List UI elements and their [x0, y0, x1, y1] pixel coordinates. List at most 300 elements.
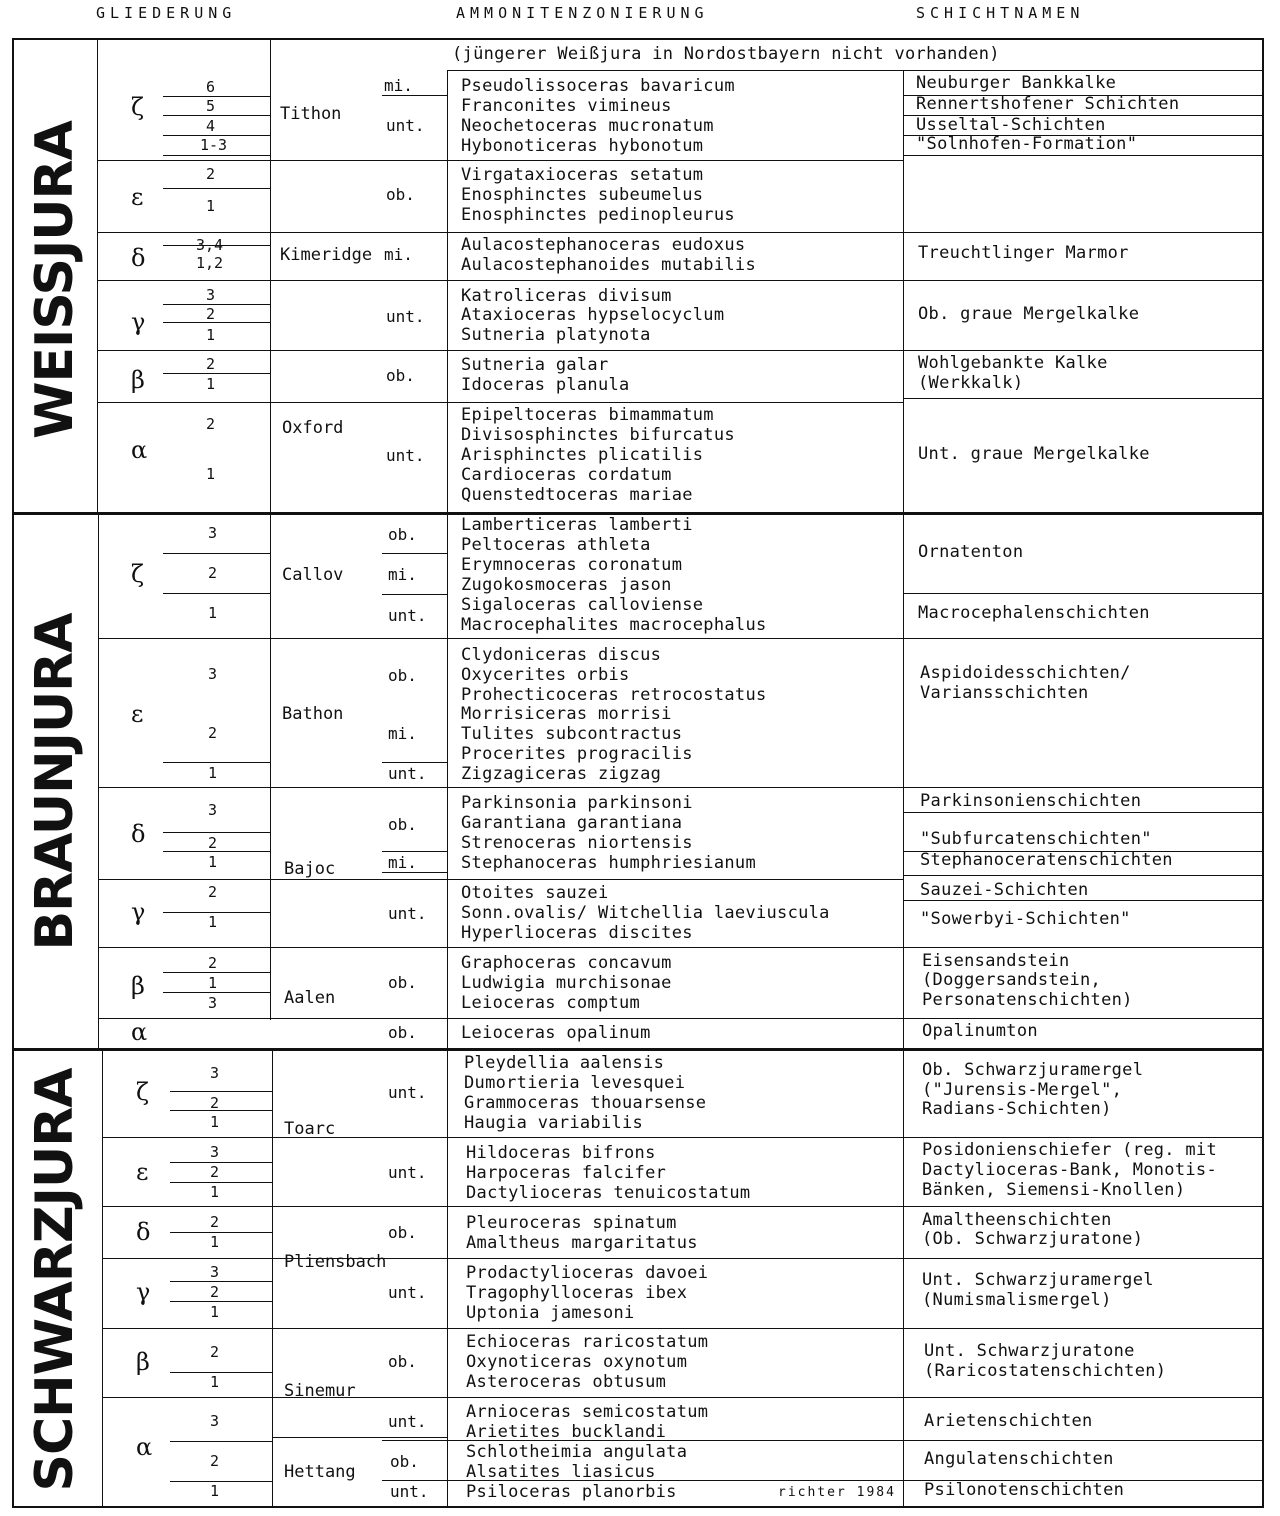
greek-subdivision: ε: [136, 1158, 149, 1186]
substage-number: 2: [208, 834, 218, 852]
divider-line: [163, 188, 270, 189]
ammonite-zone: Amaltheus margaritatus: [466, 1233, 698, 1253]
divider-line: [163, 972, 270, 973]
substage-number: 3: [210, 1143, 220, 1161]
substage-number: 1: [210, 1373, 220, 1391]
divider-line: [903, 593, 1262, 594]
ammonite-zone: Tulites subcontractus: [461, 724, 683, 744]
column-line: [903, 70, 904, 1506]
stratum-name: Posidonienschiefer (reg. mit: [922, 1140, 1217, 1160]
divider-line: [903, 875, 1262, 876]
stratum-name: Sauzei-Schichten: [920, 880, 1089, 900]
divider-line: [903, 1018, 1262, 1019]
divider-line: [272, 350, 447, 351]
divider-line: [98, 232, 447, 233]
ammonite-zone: Divisosphinctes bifurcatus: [461, 425, 735, 445]
substage-number: 3: [208, 801, 218, 819]
greek-subdivision: β: [131, 972, 145, 1000]
divider-line: [382, 594, 447, 595]
stratum-name: (Numismalismergel): [922, 1290, 1112, 1310]
ammonite-zone: Dactylioceras tenuicostatum: [466, 1183, 751, 1203]
stage-name: Toarc: [284, 1119, 336, 1139]
substage-number: 1: [210, 1482, 220, 1500]
substage-number: 3,4: [196, 236, 224, 254]
substage-number: 2: [206, 415, 216, 433]
column-line: [97, 40, 98, 512]
substage-number: 3: [208, 994, 218, 1012]
divider-line: [163, 912, 270, 913]
substage-subdivision: mi.: [384, 76, 413, 95]
ammonite-zone: Otoites sauzei: [461, 883, 609, 903]
substage-number: 2: [206, 165, 216, 183]
ammonite-zone: Cardioceras cordatum: [461, 465, 672, 485]
stratum-name: ("Jurensis-Mergel",: [922, 1080, 1123, 1100]
ammonite-zone: Arnioceras semicostatum: [466, 1402, 709, 1422]
substage-number: 1: [210, 1183, 220, 1201]
divider-line: [163, 155, 270, 156]
divider-line: [102, 1258, 447, 1259]
divider-line: [163, 245, 270, 246]
ammonite-zone: Parkinsonia parkinsoni: [461, 793, 693, 813]
ammonite-zone: Oxycerites orbis: [461, 665, 630, 685]
divider-line: [98, 280, 447, 281]
substage-subdivision: ob.: [386, 185, 415, 204]
stratum-name: Macrocephalenschichten: [918, 603, 1150, 623]
stratum-name: Stephanoceratenschichten: [920, 850, 1173, 870]
header-schichtnamen: SCHICHTNAMEN: [916, 4, 1085, 22]
greek-subdivision: δ: [131, 244, 146, 272]
divider-line: [170, 1281, 272, 1282]
stratum-name: Personatenschichten): [922, 990, 1133, 1010]
substage-subdivision: ob.: [388, 1223, 417, 1242]
header-gliederung: GLIEDERUNG: [96, 4, 237, 22]
divider-line: [272, 787, 447, 788]
divider-line: [272, 160, 447, 161]
greek-subdivision: α: [131, 436, 148, 464]
substage-number: 1,2: [196, 254, 224, 272]
ammonite-zone: Pseudolissoceras bavaricum: [461, 76, 735, 96]
substage-subdivision: ob.: [388, 1023, 417, 1042]
stratum-name: Opalinumton: [922, 1021, 1038, 1041]
divider-line: [272, 1437, 447, 1438]
greek-subdivision: ζ: [131, 93, 145, 121]
stratum-name: Aspidoidesschichten/: [920, 663, 1131, 683]
ammonite-zone: Sutneria galar: [461, 355, 609, 375]
divider-line: [447, 232, 903, 233]
column-line: [102, 1050, 103, 1506]
substage-subdivision: ob.: [386, 366, 415, 385]
divider-line: [903, 155, 1262, 156]
column-line: [98, 514, 99, 1048]
ammonite-zone: Ludwigia murchisonae: [461, 973, 672, 993]
stratum-name: (Doggersandstein,: [922, 970, 1102, 990]
ammonite-zone: Dumortieria levesquei: [464, 1073, 686, 1093]
substage-number: 1: [210, 1303, 220, 1321]
divider-line: [903, 947, 1262, 948]
ammonite-zone: Garantiana garantiana: [461, 813, 683, 833]
substage-subdivision: unt.: [388, 1083, 427, 1102]
divider-line: [903, 350, 1262, 351]
substage-number: 1: [206, 326, 216, 344]
stage-name: Bathon: [282, 704, 344, 724]
ammonite-zone: Oxynoticeras oxynotum: [466, 1352, 688, 1372]
divider-line: [12, 1048, 1264, 1051]
divider-line: [170, 1232, 272, 1233]
greek-subdivision: ε: [131, 700, 144, 728]
greek-subdivision: α: [136, 1433, 153, 1461]
divider-line: [447, 1328, 903, 1329]
stratum-name: Ornatenton: [918, 542, 1024, 562]
ammonite-zone: Ataxioceras hypselocyclum: [461, 305, 725, 325]
substage-number: 1: [206, 375, 216, 393]
ammonite-zone: Schlotheimia angulata: [466, 1442, 688, 1462]
substage-subdivision: unt.: [388, 764, 427, 783]
greek-subdivision: ζ: [131, 560, 145, 588]
substage-subdivision: unt.: [390, 1482, 429, 1501]
ammonite-zone: Harpoceras falcifer: [466, 1163, 667, 1183]
substage-number: 3: [208, 665, 218, 683]
ammonite-zone: Lamberticeras lamberti: [461, 515, 693, 535]
substage-number: 3: [210, 1412, 220, 1430]
stage-name: Kimeridge: [280, 245, 373, 265]
substage-number: 1: [206, 465, 216, 483]
substage-number: 2: [208, 883, 218, 901]
ammonite-zone: Zugokosmoceras jason: [461, 575, 672, 595]
stratum-name: "Subfurcatenschichten": [920, 829, 1152, 849]
divider-line: [903, 900, 1262, 901]
ammonite-zone: Aulacostephanoceras eudoxus: [461, 235, 746, 255]
series-label: WEISSJURA: [25, 121, 85, 439]
stage-name: Sinemur: [284, 1381, 356, 1401]
ammonite-zone: Prohecticoceras retrocostatus: [461, 685, 767, 705]
stratum-name: Bänken, Siemensi-Knollen): [922, 1180, 1186, 1200]
ammonite-zone: Hybonoticeras hybonotum: [461, 136, 704, 156]
ammonite-zone: Zigzagiceras zigzag: [461, 764, 662, 784]
divider-line: [163, 304, 270, 305]
divider-line: [447, 1137, 903, 1138]
divider-line: [272, 947, 447, 948]
greek-subdivision: β: [131, 366, 145, 394]
divider-line: [170, 1481, 272, 1482]
stratum-name: "Sowerbyi-Schichten": [920, 909, 1131, 929]
divider-line: [163, 553, 270, 554]
substage-number: 5: [206, 97, 216, 115]
substage-number: 6: [206, 78, 216, 96]
stratum-name: (Raricostatenschichten): [924, 1361, 1167, 1381]
divider-line: [903, 280, 1262, 281]
divider-line: [447, 1206, 903, 1207]
stage-name: Hettang: [284, 1462, 356, 1482]
divider-line: [447, 1397, 903, 1398]
divider-line: [447, 638, 903, 639]
stratum-name: Ob. Schwarzjuramergel: [922, 1060, 1144, 1080]
substage-subdivision: unt.: [388, 1163, 427, 1182]
stratum-name: Rennertshofener Schichten: [916, 94, 1180, 114]
divider-line: [447, 1258, 903, 1259]
ammonite-zone: Sigaloceras calloviense: [461, 595, 704, 615]
ammonite-zone: Macrocephalites macrocephalus: [461, 615, 767, 635]
ammonite-zone: Erymnoceras coronatum: [461, 555, 683, 575]
ammonite-zone: (jüngerer Weißjura in Nordostbayern nicht vorhanden): [452, 44, 1000, 64]
substage-number: 1: [208, 974, 218, 992]
divider-line: [170, 1182, 272, 1183]
stratum-name: (Ob. Schwarzjuratone): [922, 1229, 1144, 1249]
stratum-name: Unt. Schwarzjuratone: [924, 1341, 1135, 1361]
divider-line: [447, 160, 903, 161]
divider-line: [903, 1258, 1262, 1259]
substage-subdivision: ob.: [390, 1452, 419, 1471]
substage-subdivision: ob.: [388, 666, 417, 685]
divider-line: [447, 280, 903, 281]
substage-subdivision: ob.: [388, 1352, 417, 1371]
substage-subdivision: unt.: [388, 606, 427, 625]
ammonite-zone: Arisphinctes plicatilis: [461, 445, 704, 465]
stratum-name: Unt. Schwarzjuramergel: [922, 1270, 1154, 1290]
divider-line: [903, 398, 1262, 399]
ammonite-zone: Sonn.ovalis/ Witchellia laeviuscula: [461, 903, 830, 923]
greek-subdivision: β: [136, 1348, 150, 1376]
divider-line: [382, 851, 447, 852]
ammonite-zone: Hyperlioceras discites: [461, 923, 693, 943]
stratum-name: Dactylioceras-Bank, Monotis-: [922, 1160, 1217, 1180]
stage-name: Oxford: [282, 418, 344, 438]
substage-number: 1: [210, 1233, 220, 1251]
ammonite-zone: Franconites vimineus: [461, 96, 672, 116]
ammonite-zone: Enosphinctes subeumelus: [461, 185, 704, 205]
stratum-name: Angulatenschichten: [924, 1449, 1114, 1469]
divider-line: [903, 232, 1262, 233]
divider-line: [903, 1328, 1262, 1329]
divider-line: [903, 812, 1262, 813]
substage-subdivision: unt.: [386, 307, 425, 326]
substage-number: 3: [210, 1263, 220, 1281]
author-signature: richter 1984: [778, 1485, 896, 1500]
ammonite-zone: Virgataxioceras setatum: [461, 165, 704, 185]
divider-line: [163, 851, 270, 852]
divider-line: [447, 1018, 903, 1019]
substage-number: 1: [208, 604, 218, 622]
substage-number: 1: [210, 1113, 220, 1131]
divider-line: [102, 1328, 447, 1329]
stratum-name: "Solnhofen-Formation": [916, 134, 1138, 154]
substage-number: 4: [206, 117, 216, 135]
ammonite-zone: Morrisiceras morrisi: [461, 704, 672, 724]
divider-line: [170, 1110, 272, 1111]
divider-line: [98, 879, 447, 880]
stage-name: Aalen: [284, 988, 336, 1008]
divider-line: [170, 1091, 272, 1092]
divider-line: [382, 553, 447, 554]
greek-subdivision: γ: [136, 1278, 151, 1306]
column-line: [270, 40, 271, 1020]
divider-line: [163, 832, 270, 833]
ammonite-zone: Tragophylloceras ibex: [466, 1283, 688, 1303]
divider-line: [903, 787, 1262, 788]
divider-line: [903, 1137, 1262, 1138]
substage-subdivision: unt.: [388, 1412, 427, 1431]
divider-line: [170, 1301, 272, 1302]
substage-number: 1: [206, 197, 216, 215]
greek-subdivision: γ: [131, 898, 146, 926]
substage-number: 3: [206, 286, 216, 304]
divider-line: [382, 872, 447, 873]
ammonite-zone: Graphoceras concavum: [461, 953, 672, 973]
ammonite-zone: Clydoniceras discus: [461, 645, 662, 665]
divider-line: [447, 70, 1262, 71]
greek-subdivision: γ: [131, 308, 146, 336]
series-label: BRAUNJURA: [25, 613, 85, 951]
substage-number: 3: [208, 524, 218, 542]
divider-line: [163, 593, 270, 594]
stratum-name: Arietenschichten: [924, 1411, 1093, 1431]
ammonite-zone: Sutneria platynota: [461, 325, 651, 345]
header-ammonitenzonierung: AMMONITENZONIERUNG: [456, 4, 709, 22]
series-label: SCHWARZJURA: [25, 1068, 85, 1492]
divider-line: [447, 402, 903, 403]
substage-number: 2: [210, 1094, 220, 1112]
greek-subdivision: ζ: [136, 1078, 150, 1106]
divider-line: [272, 1206, 447, 1207]
substage-number: 2: [206, 305, 216, 323]
divider-line: [170, 1162, 272, 1163]
stratum-name: Radians-Schichten): [922, 1099, 1112, 1119]
divider-line: [382, 1018, 447, 1019]
substage-number: 1: [208, 764, 218, 782]
ammonite-zone: Hildoceras bifrons: [466, 1143, 656, 1163]
stratum-name: Variansschichten: [920, 683, 1089, 703]
ammonite-zone: Haugia variabilis: [464, 1113, 644, 1133]
greek-subdivision: δ: [136, 1218, 151, 1246]
ammonite-zone: Quenstedtoceras mariae: [461, 485, 693, 505]
ammonite-zone: Alsatites liasicus: [466, 1462, 656, 1482]
substage-number: 2: [210, 1283, 220, 1301]
divider-line: [903, 1206, 1262, 1207]
ammonite-zone: Strenoceras niortensis: [461, 833, 693, 853]
ammonite-zone: Pleuroceras spinatum: [466, 1213, 677, 1233]
stratum-name: Unt. graue Mergelkalke: [918, 444, 1150, 464]
ammonite-zone: Arietites bucklandi: [466, 1422, 667, 1442]
divider-line: [98, 402, 447, 403]
ammonite-zone: Enosphinctes pedinopleurus: [461, 205, 735, 225]
divider-line: [163, 135, 270, 136]
substage-subdivision: unt.: [388, 904, 427, 923]
greek-subdivision: ε: [131, 183, 144, 211]
stage-name: Bajoc: [284, 859, 336, 879]
substage-number: 2: [210, 1163, 220, 1181]
divider-line: [102, 1137, 447, 1138]
divider-line: [447, 787, 903, 788]
divider-line: [272, 638, 447, 639]
substage-number: 2: [206, 355, 216, 373]
ammonite-zone: Leioceras comptum: [461, 993, 641, 1013]
divider-line: [382, 95, 447, 96]
divider-line: [163, 115, 270, 116]
stratum-name: Parkinsonienschichten: [920, 791, 1142, 811]
stage-name: Pliensbach: [284, 1252, 387, 1272]
ammonite-zone: Pleydellia aalensis: [464, 1053, 665, 1073]
substage-subdivision: unt.: [386, 116, 425, 135]
substage-number: 2: [210, 1452, 220, 1470]
substage-subdivision: mi.: [388, 853, 417, 872]
substage-subdivision: mi.: [388, 724, 417, 743]
substage-number: 2: [210, 1213, 220, 1231]
greek-subdivision: α: [131, 1018, 148, 1046]
divider-line: [163, 373, 270, 374]
stratum-name: Neuburger Bankkalke: [916, 73, 1117, 93]
substage-number: 2: [208, 724, 218, 742]
divider-line: [163, 762, 270, 763]
divider-line: [170, 1372, 272, 1373]
stratum-name: Treuchtlinger Marmor: [918, 243, 1129, 263]
substage-subdivision: ob.: [388, 973, 417, 992]
divider-line: [903, 1440, 1262, 1441]
substage-subdivision: unt.: [386, 446, 425, 465]
substage-subdivision: ob.: [388, 525, 417, 544]
divider-line: [903, 638, 1262, 639]
divider-line: [447, 350, 903, 351]
substage-number: 2: [210, 1343, 220, 1361]
substage-number: 3: [210, 1064, 220, 1082]
divider-line: [382, 1397, 447, 1398]
stratum-name: Usseltal-Schichten: [916, 115, 1106, 135]
substage-number: 1: [208, 913, 218, 931]
ammonite-zone: Katroliceras divisum: [461, 286, 672, 306]
ammonite-zone: Neochetoceras mucronatum: [461, 116, 714, 136]
divider-line: [163, 322, 270, 323]
stage-name: Callov: [282, 565, 344, 585]
column-line: [447, 70, 448, 1506]
stratum-name: Wohlgebankte Kalke: [918, 353, 1108, 373]
greek-subdivision: δ: [131, 820, 146, 848]
divider-line: [382, 1480, 447, 1481]
substage-number: 1: [208, 853, 218, 871]
substage-subdivision: mi.: [384, 245, 413, 264]
substage-number: 2: [208, 564, 218, 582]
substage-number: 2: [208, 954, 218, 972]
divider-line: [382, 1440, 447, 1441]
ammonite-zone: Echioceras raricostatum: [466, 1332, 709, 1352]
ammonite-zone: Asteroceras obtusum: [466, 1372, 667, 1392]
ammonite-zone: Psiloceras planorbis: [466, 1482, 677, 1502]
ammonite-zone: Epipeltoceras bimammatum: [461, 405, 714, 425]
divider-line: [382, 762, 447, 763]
stratum-name: Eisensandstein: [922, 951, 1070, 971]
ammonite-zone: Prodactylioceras davoei: [466, 1263, 709, 1283]
stage-name: Tithon: [280, 104, 342, 124]
ammonite-zone: Leioceras opalinum: [461, 1023, 651, 1043]
substage-subdivision: mi.: [388, 565, 417, 584]
ammonite-zone: Stephanoceras humphriesianum: [461, 853, 756, 873]
substage-subdivision: ob.: [388, 815, 417, 834]
divider-line: [163, 96, 270, 97]
divider-line: [163, 992, 270, 993]
divider-line: [903, 1397, 1262, 1398]
ammonite-zone: Uptonia jamesoni: [466, 1303, 635, 1323]
substage-number: 1-3: [200, 136, 228, 154]
ammonite-zone: Procerites progracilis: [461, 744, 693, 764]
ammonite-zone: Peltoceras athleta: [461, 535, 651, 555]
stratum-name: Psilonotenschichten: [924, 1480, 1125, 1500]
divider-line: [447, 879, 903, 880]
substage-subdivision: unt.: [388, 1283, 427, 1302]
divider-line: [170, 1441, 272, 1442]
stratum-name: Amaltheenschichten: [922, 1210, 1112, 1230]
ammonite-zone: Idoceras planula: [461, 375, 630, 395]
stratum-name: Ob. graue Mergelkalke: [918, 304, 1140, 324]
ammonite-zone: Grammoceras thouarsense: [464, 1093, 707, 1113]
divider-line: [447, 947, 903, 948]
stratum-name: (Werkkalk): [918, 373, 1024, 393]
